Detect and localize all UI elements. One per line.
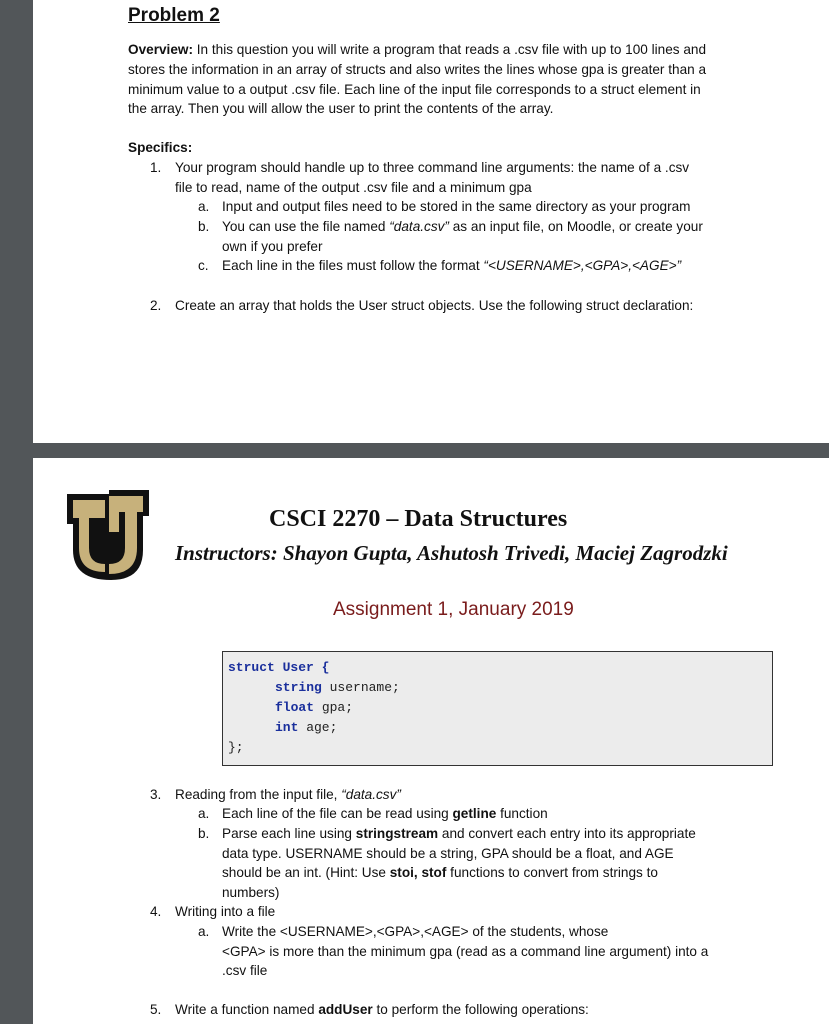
item-1b-line-2: own if you prefer <box>222 239 323 254</box>
problem-heading: Problem 2 <box>128 5 220 26</box>
assignment-subtitle: Assignment 1, January 2019 <box>333 599 574 620</box>
item-4a-line-2: <GPA> is more than the minimum gpa (read as a command line argument) into a <box>222 944 709 959</box>
item-4-text: Writing into a file <box>175 904 276 919</box>
overview-line-3: minimum value to a output .csv file. Each line of the input file corresponds to a struct element in <box>128 82 701 97</box>
item-1c-text: Each line in the files must follow the format “<USERNAME>,<GPA>,<AGE>” <box>222 258 682 273</box>
code-line-5: }; <box>228 740 244 755</box>
item-3-number: 3. <box>150 787 162 802</box>
course-title: CSCI 2270 – Data Structures <box>269 506 568 532</box>
item-3-text: Reading from the input file, “data.csv” <box>175 787 401 802</box>
item-1a-number: a. <box>198 199 210 214</box>
overview-line-4: the array. Then you will allow the user to print the contents of the array. <box>128 101 554 116</box>
item-3b-line-3: should be an int. (Hint: Use stoi, stof functions to convert from strings to <box>222 865 658 880</box>
item-5-number: 5. <box>150 1002 162 1017</box>
item-1a-text: Input and output files need to be stored in the same directory as your program <box>222 199 691 214</box>
item-2-text: Create an array that holds the User struct objects. Use the following struct declaration: <box>175 298 694 313</box>
code-line-4: int age; <box>275 720 338 735</box>
item-3a-number: a. <box>198 806 210 821</box>
item-3b-line-2: data type. USERNAME should be a string, GPA should be a float, and AGE <box>222 846 674 861</box>
item-4a-line-1: Write the <USERNAME>,<GPA>,<AGE> of the students, whose <box>222 924 609 939</box>
cu-logo <box>63 488 153 582</box>
code-line-3: float gpa; <box>275 700 354 715</box>
item-4-number: 4. <box>150 904 162 919</box>
item-3b-line-4: numbers) <box>222 885 280 900</box>
item-3a-text: Each line of the file can be read using getline function <box>222 806 548 821</box>
item-1c-number: c. <box>198 258 209 273</box>
document-page-1 <box>33 0 829 443</box>
code-line-2: string username; <box>275 680 400 695</box>
cu-logo-icon <box>63 488 153 582</box>
struct-code-block <box>222 651 773 766</box>
item-3b-line-1: Parse each line using stringstream and convert each entry into its appropriate <box>222 826 696 841</box>
overview-line-1: Overview: In this question you will write a program that reads a .csv file with up to 100 lines and <box>128 42 707 57</box>
item-2-number: 2. <box>150 298 162 313</box>
document-page-2 <box>33 458 829 1024</box>
item-4a-number: a. <box>198 924 210 939</box>
overview-line-2: stores the information in an array of structs and also writes the lines whose gpa is greater than a <box>128 62 707 77</box>
item-1-number: 1. <box>150 160 162 175</box>
item-4a-line-3: .csv file <box>222 963 268 978</box>
item-1-line-1: Your program should handle up to three command line arguments: the name of a .csv <box>175 160 690 175</box>
item-1b-line-1: You can use the file named “data.csv” as an input file, on Moodle, or create your <box>222 219 703 234</box>
item-3b-number: b. <box>198 826 210 841</box>
code-line-1: struct User { <box>228 660 330 675</box>
item-5-text: Write a function named addUser to perform the following operations: <box>175 1002 589 1017</box>
instructors-line: Instructors: Shayon Gupta, Ashutosh Trivedi, Maciej Zagrodzki <box>175 541 728 565</box>
item-1-line-2: file to read, name of the output .csv file and a minimum gpa <box>175 180 532 195</box>
specifics-heading: Specifics: <box>128 140 193 155</box>
item-1b-number: b. <box>198 219 210 234</box>
